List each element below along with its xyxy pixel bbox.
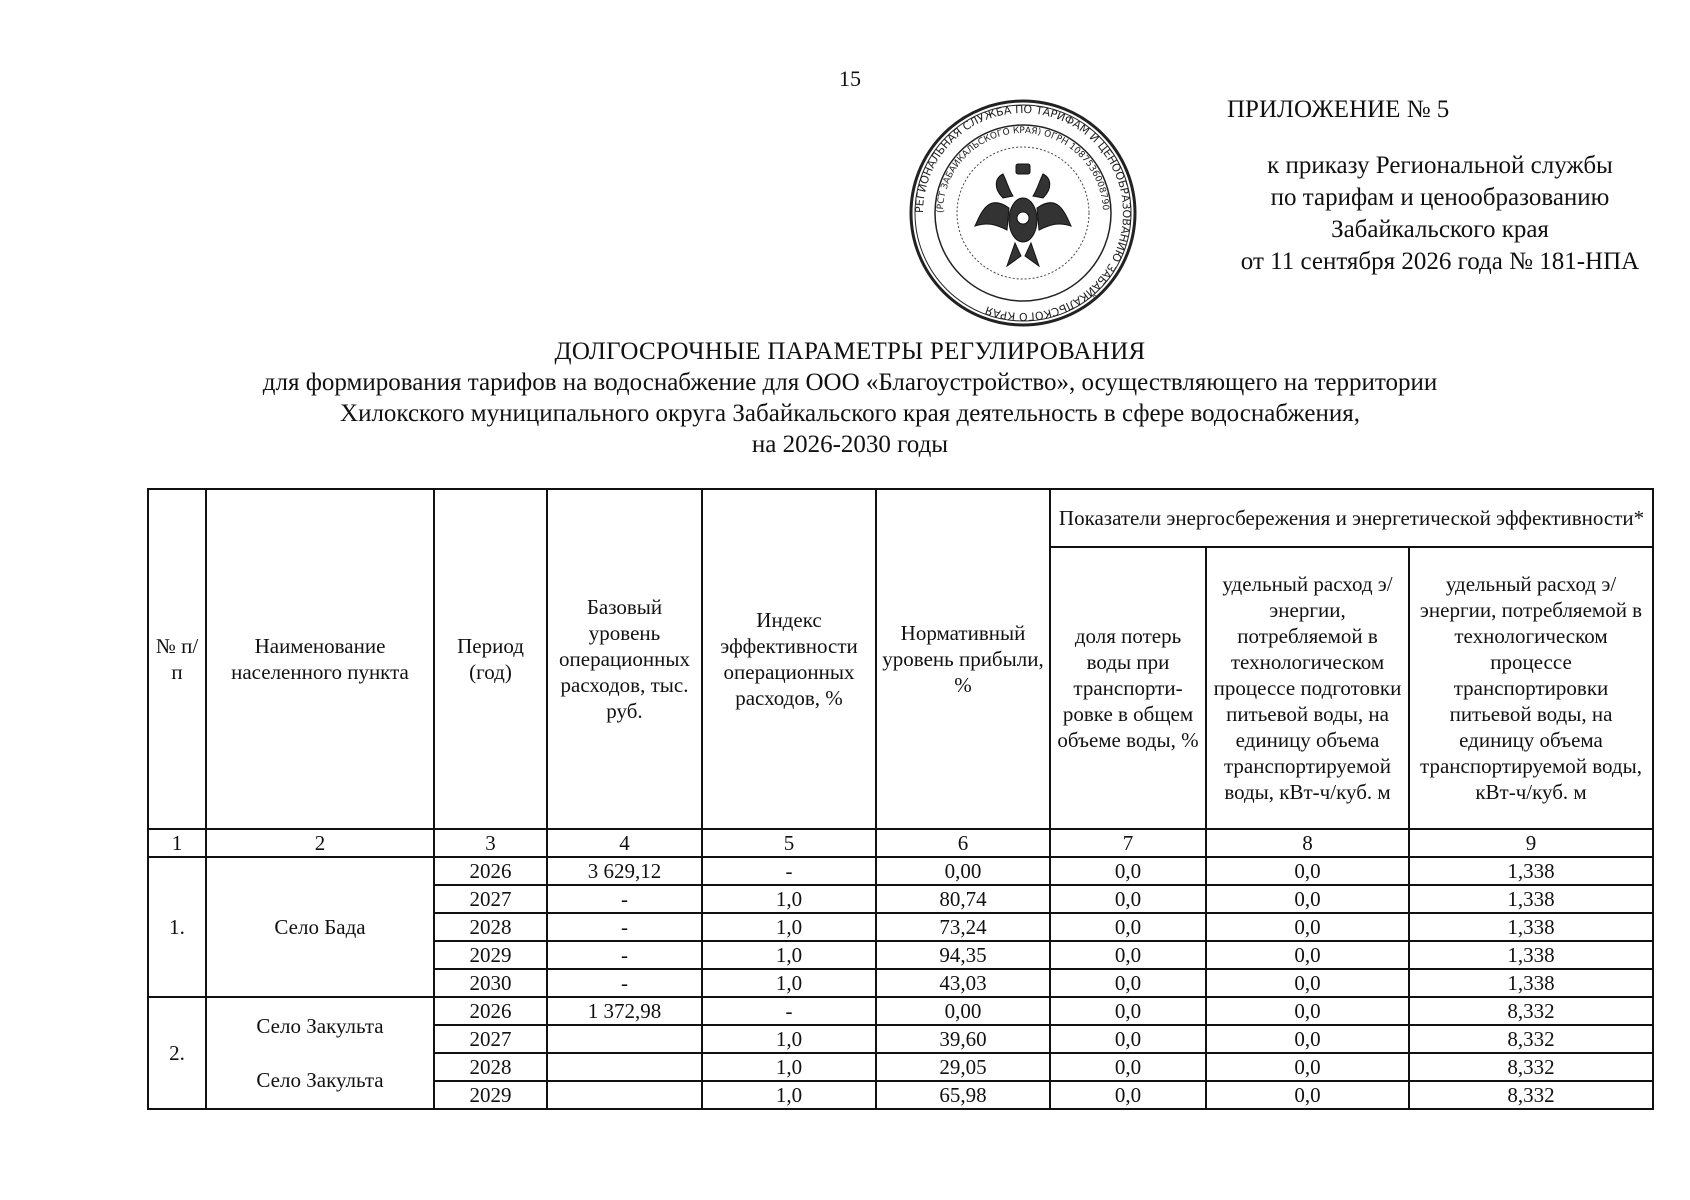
column-number: 2 (206, 829, 434, 857)
cell-prep: 0,0 (1206, 1053, 1409, 1081)
cell-profit: 73,24 (876, 913, 1050, 941)
row-number: 2. (148, 997, 206, 1109)
cell-year: 2030 (434, 969, 547, 997)
cell-index: 1,0 (702, 1025, 876, 1053)
appendix-line: по тарифам и ценообразованию (1270, 184, 1610, 211)
settlement-name-cell (206, 997, 434, 1109)
cell-base: - (547, 941, 702, 969)
seal-text: РЕГИОНАЛЬНАЯ СЛУЖБА ПО ТАРИФАМ И ЦЕНООБРАЗОВАНИЮ ЗАБАЙКАЛЬСКОГО КРАЯ (912, 102, 1134, 324)
cell-loss: 0,0 (1050, 997, 1206, 1025)
cell-prep: 0,0 (1206, 885, 1409, 913)
cell-index: 1,0 (702, 1053, 876, 1081)
cell-profit: 65,98 (876, 1081, 1050, 1109)
cell-prep: 0,0 (1206, 913, 1409, 941)
cell-transport: 8,332 (1409, 1025, 1653, 1053)
cell-year: 2027 (434, 885, 547, 913)
cell-loss: 0,0 (1050, 885, 1206, 913)
cell-index: - (702, 997, 876, 1025)
cell-index: 1,0 (702, 913, 876, 941)
cell-index: - (702, 857, 876, 885)
cell-index: 1,0 (702, 1081, 876, 1109)
cell-profit: 43,03 (876, 969, 1050, 997)
cell-loss: 0,0 (1050, 1081, 1206, 1109)
cell-loss: 0,0 (1050, 941, 1206, 969)
header-profit: Нормативный уровень прибыли, % (876, 489, 1050, 829)
column-number: 7 (1050, 829, 1206, 857)
cell-loss: 0,0 (1050, 913, 1206, 941)
column-number: 8 (1206, 829, 1409, 857)
table-row (148, 857, 1653, 885)
column-number: 6 (876, 829, 1050, 857)
column-number: 3 (434, 829, 547, 857)
cell-profit: 29,05 (876, 1053, 1050, 1081)
appendix-line: Забайкальского края (1331, 216, 1549, 243)
column-number: 4 (547, 829, 702, 857)
cell-prep: 0,0 (1206, 969, 1409, 997)
cell-transport: 1,338 (1409, 885, 1653, 913)
header-num: № п/п (148, 489, 206, 829)
document-subtitle-line: на 2026-2030 годы (751, 431, 949, 458)
table-row (148, 997, 1653, 1025)
cell-loss: 0,0 (1050, 1053, 1206, 1081)
settlement-name: Село Закульта (256, 1068, 384, 1092)
official-seal (903, 98, 1143, 328)
header-energy-group: Показатели энергосбережения и энергетической эффективности* (1050, 489, 1653, 547)
settlement-name: Село Закульта (256, 1014, 384, 1038)
document-subtitle-line: Хилокского муниципального округа Забайкальского края деятельность в сфере водоснабжения, (340, 400, 1360, 427)
cell-year: 2029 (434, 941, 547, 969)
column-number: 1 (148, 829, 206, 857)
cell-base (547, 1025, 702, 1053)
cell-base: - (547, 969, 702, 997)
cell-transport: 8,332 (1409, 1081, 1653, 1109)
header-prep: удельный расход э/энергии, потребляемой в технологическом процессе подготовки питьевой воды, на единицу объема транспортируемой воды, кВт-ч/куб. м (1206, 547, 1409, 829)
cell-transport: 1,338 (1409, 913, 1653, 941)
header-index: Индекс эффективности операционных расходов, % (702, 489, 876, 829)
document-subtitle-line: для формирования тарифов на водоснабжение для ООО «Благоустройство», осуществляющего на территории (262, 369, 1438, 396)
header-transport: удельный расход э/энергии, потребляемой в технологическом процессе транспортировки питьевой воды, на единицу объема транспортируемой воды, кВт-ч/куб. м (1409, 547, 1653, 829)
cell-base: - (547, 913, 702, 941)
cell-year: 2028 (434, 1053, 547, 1081)
row-number: 1. (148, 857, 206, 997)
document-heading (0, 336, 1690, 460)
cell-loss: 0,0 (1050, 969, 1206, 997)
cell-transport: 1,338 (1409, 941, 1653, 969)
cell-year: 2026 (434, 997, 547, 1025)
appendix-line: к приказу Региональной службы (1267, 152, 1613, 179)
appendix-title: ПРИЛОЖЕНИЕ № 5 (1227, 96, 1450, 123)
cell-prep: 0,0 (1206, 997, 1409, 1025)
cell-index: 1,0 (702, 941, 876, 969)
cell-profit: 0,00 (876, 857, 1050, 885)
cell-prep: 0,0 (1206, 941, 1409, 969)
cell-transport: 1,338 (1409, 857, 1653, 885)
cell-profit: 94,35 (876, 941, 1050, 969)
header-base: Базовый уровень операционных расходов, тыс. руб. (547, 489, 702, 829)
cell-base (547, 1053, 702, 1081)
cell-prep: 0,0 (1206, 1025, 1409, 1053)
seal-text: (РСТ ЗАБАЙКАЛЬСКОГО КРАЯ) ОГРН 1087536008790 (935, 125, 1110, 214)
cell-loss: 0,0 (1050, 1025, 1206, 1053)
header-name: Наименование населенного пункта (206, 489, 434, 829)
appendix-line: от 11 сентября 2026 года № 181-НПА (1240, 248, 1640, 275)
cell-prep: 0,0 (1206, 1081, 1409, 1109)
column-number: 9 (1409, 829, 1653, 857)
appendix-block (1140, 96, 1660, 278)
cell-year: 2027 (434, 1025, 547, 1053)
cell-loss: 0,0 (1050, 857, 1206, 885)
cell-profit: 39,60 (876, 1025, 1050, 1053)
cell-transport: 8,332 (1409, 997, 1653, 1025)
cell-index: 1,0 (702, 885, 876, 913)
cell-base: 1 372,98 (547, 997, 702, 1025)
cell-transport: 8,332 (1409, 1053, 1653, 1081)
cell-profit: 80,74 (876, 885, 1050, 913)
seal-emblem-icon (903, 98, 1143, 328)
column-number: 5 (702, 829, 876, 857)
settlement-name: Село Бада (206, 857, 434, 997)
cell-prep: 0,0 (1206, 857, 1409, 885)
header-loss: доля потерь воды при транспорти-ровке в общем объеме воды, % (1050, 547, 1206, 829)
cell-year: 2029 (434, 1081, 547, 1109)
cell-base (547, 1081, 702, 1109)
cell-year: 2026 (434, 857, 547, 885)
document-title: ДОЛГОСРОЧНЫЕ ПАРАМЕТРЫ РЕГУЛИРОВАНИЯ (554, 338, 1146, 365)
cell-transport: 1,338 (1409, 969, 1653, 997)
header-period: Период (год) (434, 489, 547, 829)
regulation-parameters-table (147, 488, 1654, 1110)
cell-year: 2028 (434, 913, 547, 941)
cell-profit: 0,00 (876, 997, 1050, 1025)
page-number: 15 (839, 66, 861, 91)
cell-index: 1,0 (702, 969, 876, 997)
cell-base: - (547, 885, 702, 913)
cell-base: 3 629,12 (547, 857, 702, 885)
